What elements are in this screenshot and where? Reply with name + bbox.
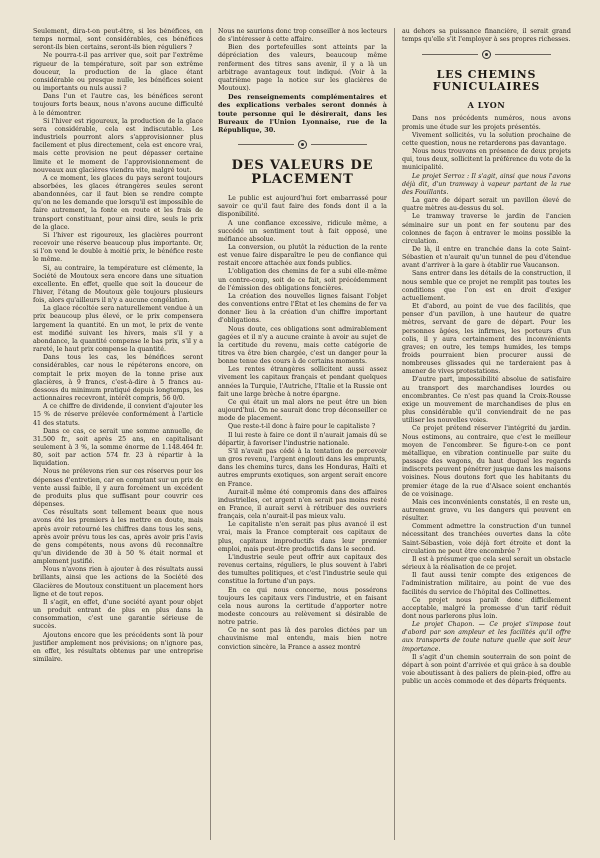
article-paragraph: Il lui reste à faire ce dont il n'aurait jamais dû se départir, à favoriser l'industrie nationale. [217,431,387,447]
article-paragraph: Ce projet nous paraît donc difficilement acceptable, malgré la promesse d'un tarif réduit dont nous parlerons plus loin. [401,596,571,620]
article-paragraph: De là, il entre en tranchée dans la cote Saint-Sébastien et n'aurait qu'un tunnel de peu d'étendue avant d'arriver à la gare à établir rue Vaucanson. [401,245,571,270]
article-paragraph: Nous n'avons rien à ajouter à des résultats aussi brillants, ainsi que les actions de la Société des Glacières de Moutoux constituent un placement hors ligne et de tout repos. [33,566,203,598]
article-paragraph: Ajoutons encore que les précédents sont là pour justifier amplement nos prévisions; on n'ignore pas, en effet, les résultats obtenus par une entreprise similaire. [33,631,203,664]
article-paragraph: Le public est aujourd'hui fort embarrassé pour savoir ce qu'il faut faire des fonds dont il a la disponibilité. [217,195,387,219]
article-paragraph: Sans entrer dans les détails de la construction, il nous semble que ce projet ne remplit pas toutes les conditions que l'on est en droit d'exiger actuellement. [401,270,571,302]
article-paragraph: Et d'abord, au point de vue des facilités, que penser d'un pavillon, à une hauteur de quatre mètres, servant de gare de départ. Pour les personnes âgées, les infirmes, les porteurs d'un colis, il y aura certainement des inconvénients graves; en outre, les temps humides, les temps froids pourraient bien procurer aussi de nombreuses glissades qui ne tarderaient pas à amener de vives protestations. [401,303,571,376]
article-paragraph: Si l'hiver est rigoureux, la production de la glace sera considérable, cela est indiscutable. Les industriels pourront alors s'approvisionner plus facilement et plus directement, cela est encore vrai, mais cette provision ne peut dépasser certaine limite et le moment de l'approvisionnement de nouveaux aux glacières viendra vite, malgré tout. [33,117,203,174]
article-paragraph: Les rentes étrangères sollicitent aussi assez vivement les capitaux français et pendant quelques années la Turquie, l'Autriche, l'Italie et la Russie ont fait une large brèche à notre épargne. [217,366,387,398]
article-paragraph: Dans tous les cas, les bénéfices seront considérables, car nous le répéterons encore, on comptait le prix moyen de la tonne prise aux glacières, à 9 francs, c'est-à-dire à 5 francs au-dessous du minimum pratiqué depuis longtemps, les actionnaires recevront, intérêt compris, 56 0/0. [33,354,203,403]
columns [26,28,578,840]
article-paragraph: La conversion, ou plutôt la réduction de la rente est venue faire disparaître le peu de confiance qui restait encore attachée aux fonds publics. [217,243,387,268]
article-paragraph: Bien des portefeuilles sont atteints par la dépréciation des valeurs, beaucoup même renferment des titres sans avenir, il y a là un arbitrage avantageux tout indiqué. (Voir à la quatrième page la notice sur les glacières de Moutoux). [217,44,387,93]
article-paragraph: Si l'hiver est rigoureux, les glacières pourront recevoir une réserve beaucoup plus importante. Or, si l'on vend le double à moitié prix, le bénéfice reste le même. [33,231,203,264]
info-notice: Des renseignements complémentaires et des explications verbales seront donnés à toute personne qui le désirerait, dans les Bureaux de l'Union Lyonnaise, rue de la République, 30. [217,93,387,134]
article-paragraph: Il s'agit d'un chemin souterrain de son point de départ à son point d'arrivée et qui grâce à sa double voie aboutissant à des paliers de plein-pied, offre au public un accès commode et des départs fréquents. [401,653,571,686]
article-paragraph: Ce qui était un mal alors ne peut être un bien aujourd'hui. On ne saurait donc trop déconseiller ce mode de placement. [217,398,387,423]
article-paragraph: L'industrie seule peut offrir aux capitaux des revenus certains, réguliers, le plus souvent à l'abri des tumultes politiques, et c'est l'industrie seule qui constitue la fortune d'un pays. [217,553,387,586]
article-paragraph: Que reste-t-il donc à faire pour le capitaliste ? [227,423,376,431]
article-paragraph: Dans ce cas, ce serait une somme annuelle, de 31.500 fr., soit après 25 ans, en capitalisant seulement à 3 %, la somme énorme de 1.148.464 fr. 80, soit par action 574 fr. 23 à répartir à la liquidation. [33,427,203,468]
article-paragraph: A ce chiffre de dividende, il convient d'ajouter les 15 % de réserve prélevée conformément à l'article 41 des statuts. [33,403,203,427]
column-middle [210,28,394,840]
column-left [26,28,210,840]
article-paragraph: Le projet Serroz : Il s'agit, ainsi que nous l'avons déjà dit, d'un tramway à vapeur partant de la rue des Fouillants. [401,172,571,196]
article-paragraph: A une confiance excessive, ridicule même, a succédé un sentiment tout à fait opposé, une méfiance absolue. [217,219,387,243]
section-divider [402,50,571,59]
article-paragraph: Aurait-il même été compromis dans des affaires industrielles, cet argent n'en serait pas moins resté en France, il aurait servi à rétribuer des ouvriers français, cela n'aurait-il pas mieux valu. [217,488,387,521]
article-paragraph: A ce moment, les glaces du pays seront toujours absorbées, les glaces étrangères seules seront abandonnées, car il faut bien se rendre compte qu'on ne les demande que lorsqu'il est impossible de faire autrement, la fonte en route et les frais de transport constituant, pour ainsi dire, seuls le prix de la glace. [33,174,203,231]
article-paragraph: Le tramway traverse le jardin de l'ancien séminaire sur un pont en fer soutenu par des colonnes de façon à entraver le moins possible la circulation. [401,213,571,245]
section-divider [218,140,387,149]
divider-line [422,54,478,55]
section-title: DES VALEURS DE PLACEMENT [231,158,374,188]
ornament-icon [482,50,491,59]
article-paragraph: Mais ces inconvénients constatés, il en reste un, autrement grave, vu les dangers qui peuvent en résulter. [401,498,571,523]
article-paragraph: Nous ne saurions donc trop conseiller à nos lecteurs de s'intéresser à cette affaire. [217,28,387,44]
ornament-icon [298,140,307,149]
section-subtitle: A LYON [467,100,506,111]
article-paragraph: Il s'agit, en effet, d'une société ayant pour objet un produit entrant de plus en plus dans la consommation, c'est une garantie sérieuse de succès. [33,598,203,631]
article-paragraph: Le capitaliste n'en serait pas plus avancé il est vrai, mais la France compterait ces capitaux de plus, capitaux improductifs dans leur premier emploi, mais peut-être productifs dans le second. [217,521,387,553]
article-paragraph: Comment admettre la construction d'un tunnel nécessitant des tranchées ouvertes dans la côte Saint-Sébastien, voie déjà fort étroite et dont la circulation ne peut être encombrée ? [401,523,571,555]
article-paragraph: S'il n'avait pas cédé à la tentation de percevoir un gros revenu, l'argent englouti dans les emprunts, dans les chemins turcs, dans les Honduras, Haïti et autres emprunts exotiques, son argent serait encore en France. [217,447,387,488]
divider-line [495,54,551,55]
article-paragraph: La création des nouvelles lignes faisant l'objet des conventions entre l'État et les chemins de fer va donner lieu à la création d'un chiffre important d'obligations. [217,292,387,325]
article-paragraph: Ce ne sont pas là des paroles dictées par un chauvinisme mal entendu, mais bien notre conviction sincère, la France a assez montré [217,627,387,651]
article-paragraph: Ce projet prétend réserver l'intégrité du jardin. Nous estimons, au contraire, que c'est le meilleur moyen de l'encombrer. Se figure-t-on ce pont métallique, en vibration continuelle par suite du passage des wagons, du haut duquel les regards indiscrets peuvent pénétrer jusque dans les maisons voisines. Nous doutons fort que les habitants du premier étage de la rue d'Alsace soient enchantés de ce voisinage. [401,425,571,498]
article-paragraph: Nous ne prélevons rien sur ces réserves pour les dépenses d'entretien, car en comptant sur un prix de vente aussi faible, il y aura forcément un excédent de produits plus que suffisant pour couvrir ces dépenses. [33,468,203,509]
article-paragraph: Ces résultats sont tellement beaux que nous avons été les premiers à les mettre en doute, mais après avoir retourné les chiffres dans tous les sens, après avoir prévu tous les cas, après avoir pris l'avis de gens compétents, nous avons dû reconnaître qu'un dividende de 30 à 50 % était normal et amplement justifié. [33,509,203,566]
column-right [394,28,578,840]
article-paragraph: D'autre part, impossibilité absolue de satisfaire au transport des marchandises lourdes ou encombrantes. Ce n'est pas quand la Croix-Rousse exige un mouvement de marchandises de plus en plus considérable qu'il conviendrait de ne pas utiliser les nouvelles voies. [401,376,571,425]
article-paragraph: Dans nos précédents numéros, nous avons promis une étude sur les projets présentés. [401,115,571,131]
article-paragraph: Le projet Chapon. — Ce projet s'impose tout d'abord par son ampleur et les facilités qu'il offre aux transports de toute nature quelle que soit leur importance. [401,621,571,653]
article-paragraph: au dehors sa puissance financière, il serait grand temps qu'elle s'it l'employer à ses propres richesses. [401,28,571,44]
article-paragraph: Nous doute, ces obligations sont admirablement gagées et il n'y a aucune crainte à avoir au sujet de la certitude du revenu, mais cette catégorie de titres va être bien chargée, c'est un danger pour la bonne tenue des cours à de certains moments. [217,325,387,366]
divider-line [238,144,294,145]
article-paragraph: Il est à présumer que cela seul serait un obstacle sérieux à la réalisation de ce projet. [401,555,571,572]
article-paragraph: Nous nous trouvons en présence de deux projets qui, tous deux, sollicitent la préférence du vote de la municipalité. [401,148,571,172]
article-paragraph: L'obligation des chemins de fer a subi elle-même un contre-coup, soit de ce fait, soit précédemment de l'émission des obligations foncières. [217,268,387,292]
article-paragraph: Ne pourra-t-il pas arriver que, soit par l'extrême rigueur de la température, soit par son extrême douceur, la production de la glace étant considérable ou presque nulle, les bénéfices soient ou importants ou nuls aussi ? [33,52,203,93]
article-paragraph: En ce qui nous concerne, nous possérons toujours les capitaux vers l'industrie, et en faisant cela nous aurons la certitude d'apporter notre modeste concours au relèvement si désirable de notre patrie. [217,586,387,627]
article-paragraph: La glace récoltée sera naturellement vendue à un prix beaucoup plus élevé, or le prix compensera largement la quantité. En un mot, le prix de vente est modifié suivant les hivers, mais s'il y a abondance, la quantité compense le bas prix, s'il y a rareté, le haut prix compense la quantité. [33,305,203,354]
divider-line [311,144,367,145]
article-paragraph: Vivement sollicités, vu la solution prochaine de cette question, nous ne retarderons pas davantage. [401,131,571,147]
article-paragraph: La gare de départ serait un pavillon élevé de quatre mètres au-dessus du sol. [401,197,571,213]
article-paragraph: Dans l'un et l'autre cas, les bénéfices seront toujours forts beaux, nous n'avons aucune difficulté à le démontrer. [33,93,203,117]
section-title: LES CHEMINS FUNICULAIRES [432,68,541,94]
article-paragraph: Il faut aussi tenir compte des exigences de l'administration militaire, au point de vue des facilités du service de l'hôpital des Collinettes. [401,572,571,596]
article-paragraph: Si, au contraire, la température est clémente, la Société de Moutoux sera encore dans une situation excellente. En effet, quelle que soit la douceur de l'hiver, l'étang de Moutoux gèle toujours plusieurs fois, alors qu'ailleurs il n'y a aucune congélation. [33,264,203,305]
article-paragraph: Seulement, dira-t-on peut-être, si les bénéfices, en temps normal, sont considérables, ces bénéfices seront-ils bien certains, seront-ils bien réguliers ? [33,28,203,52]
